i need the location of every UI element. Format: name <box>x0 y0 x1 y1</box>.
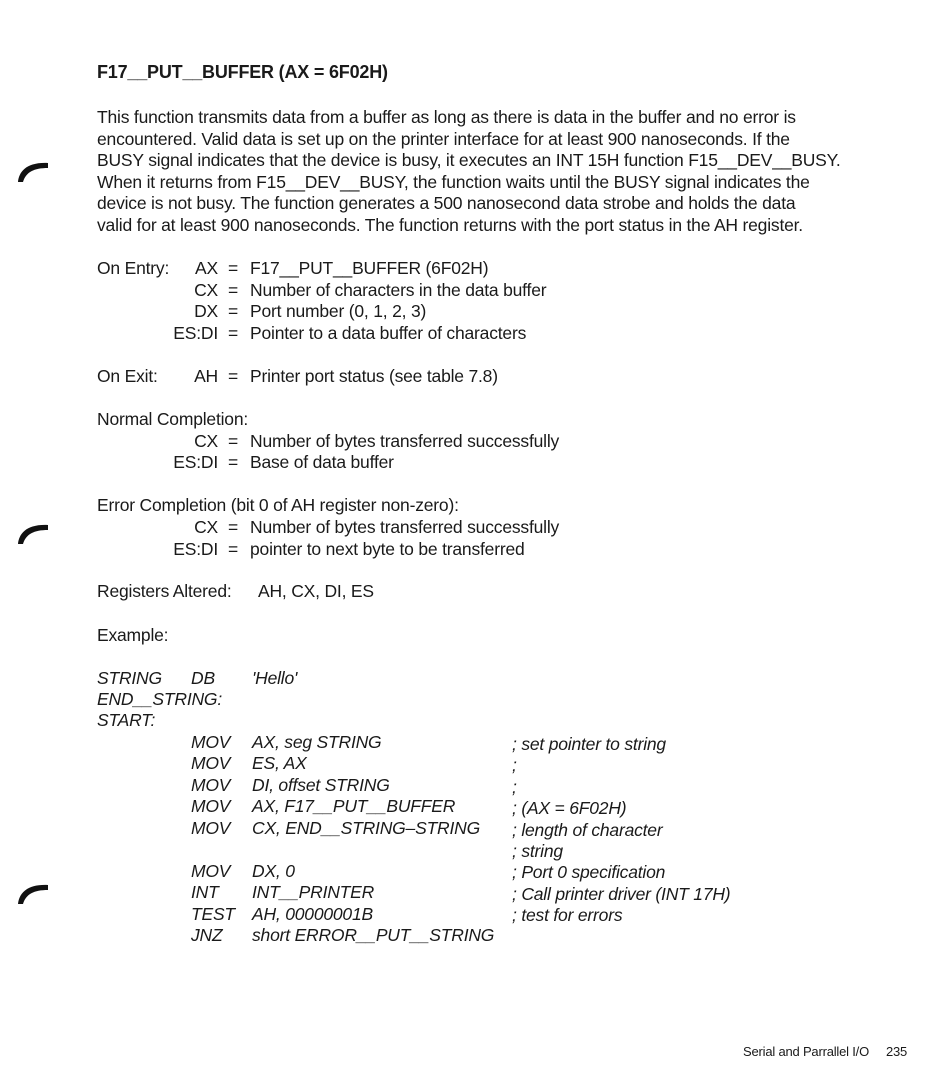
register-name: AX <box>195 258 218 278</box>
register-name: CX <box>194 431 218 451</box>
code-comment: ; <box>512 755 517 775</box>
code-comment: ; string <box>512 841 563 861</box>
equals-sign: = <box>227 258 239 278</box>
code-opcode: MOV <box>191 818 231 838</box>
code-opcode: INT <box>191 882 219 902</box>
equals-sign: = <box>227 539 239 559</box>
on-exit-label: On Exit: <box>97 366 158 386</box>
register-name: CX <box>194 517 218 537</box>
code-comment: ; test for errors <box>512 905 623 925</box>
register-name: AH <box>194 366 218 386</box>
code-opcode: DB <box>191 668 215 688</box>
on-entry-label: On Entry: <box>97 258 170 278</box>
revision-mark-icon <box>16 158 50 184</box>
code-operand: AX, seg STRING <box>252 732 382 752</box>
register-description: Printer port status (see table 7.8) <box>250 366 498 386</box>
register-description: Number of bytes transferred successfully <box>250 517 560 537</box>
code-opcode: TEST <box>191 904 235 924</box>
description <box>97 107 897 236</box>
code-opcode: MOV <box>191 796 231 816</box>
code-opcode: MOV <box>191 732 231 752</box>
register-name: DX <box>194 301 218 321</box>
equals-sign: = <box>227 323 239 343</box>
code-label: STRING <box>97 668 162 688</box>
register-name: ES:DI <box>173 539 218 559</box>
error-completion-label: Error Completion (bit 0 of AH register non-zero): <box>97 495 459 515</box>
equals-sign: = <box>227 280 239 300</box>
code-operand: CX, END__STRING–STRING <box>252 818 481 838</box>
code-opcode: MOV <box>191 753 231 773</box>
register-description: Number of characters in the data buffer <box>250 280 547 300</box>
code-operand: DX, 0 <box>252 861 295 881</box>
description-line: BUSY signal indicates that the device is busy, it executes an INT 15H function F15__DEV__BUSY. <box>97 150 841 170</box>
description-line: valid for at least 900 nanoseconds. The function returns with the port status in the AH register. <box>97 214 803 235</box>
register-description: F17__PUT__BUFFER (6F02H) <box>250 258 489 278</box>
code-opcode: JNZ <box>191 925 223 945</box>
code-operand: DI, offset STRING <box>252 775 390 795</box>
normal-completion-label: Normal Completion: <box>97 409 249 429</box>
description-line: This function transmits data from a buffer as long as there is data in the buffer and no error is <box>97 107 796 127</box>
register-description: pointer to next byte to be transferred <box>250 539 525 559</box>
equals-sign: = <box>227 431 239 451</box>
code-label: START: <box>97 710 156 730</box>
revision-mark-icon <box>16 520 50 546</box>
code-opcode: MOV <box>191 861 231 881</box>
register-description: Base of data buffer <box>250 452 394 472</box>
code-operand: short ERROR__PUT__STRING <box>252 925 495 945</box>
page-number: 235 <box>886 1044 908 1059</box>
equals-sign: = <box>227 452 239 472</box>
code-comment: ; Call printer driver (INT 17H) <box>512 884 731 904</box>
register-description: Port number (0, 1, 2, 3) <box>250 301 427 321</box>
code-label: END__STRING: <box>97 689 222 709</box>
registers-altered-label: Registers Altered: <box>97 581 232 601</box>
example-label: Example: <box>97 625 169 645</box>
page-title: F17__PUT__BUFFER (AX = 6F02H) <box>97 62 388 82</box>
register-description: Pointer to a data buffer of characters <box>250 323 527 343</box>
description-line: device is not busy. The function generates a 500 nanosecond data strobe and holds the data <box>97 193 796 213</box>
register-name: ES:DI <box>173 452 218 472</box>
registers-altered-value: AH, CX, DI, ES <box>258 581 374 601</box>
code-operand: 'Hello' <box>252 668 298 688</box>
code-comment: ; length of character <box>512 820 663 840</box>
equals-sign: = <box>227 301 239 321</box>
register-description: Number of bytes transferred successfully <box>250 431 560 451</box>
equals-sign: = <box>227 517 239 537</box>
code-comment: ; <box>512 777 517 797</box>
description-line: When it returns from F15__DEV__BUSY, the function waits until the BUSY signal indicates the <box>97 171 810 192</box>
code-comment: ; set pointer to string <box>512 734 666 754</box>
register-name: CX <box>194 280 218 300</box>
equals-sign: = <box>227 366 239 386</box>
revision-mark-icon <box>16 880 50 906</box>
code-operand: ES, AX <box>252 753 307 773</box>
code-operand: INT__PRINTER <box>252 882 375 902</box>
code-comment: ; Port 0 specification <box>512 862 666 882</box>
description-line: encountered. Valid data is set up on the printer interface for at least 900 nanoseconds. If the <box>97 128 790 149</box>
code-opcode: MOV <box>191 775 231 795</box>
footer-section-title: Serial and Parrallel I/O <box>743 1044 869 1059</box>
register-name: ES:DI <box>173 323 218 343</box>
code-operand: AH, 00000001B <box>252 904 373 924</box>
code-comment: ; (AX = 6F02H) <box>512 798 627 818</box>
code-operand: AX, F17__PUT__BUFFER <box>252 796 456 816</box>
